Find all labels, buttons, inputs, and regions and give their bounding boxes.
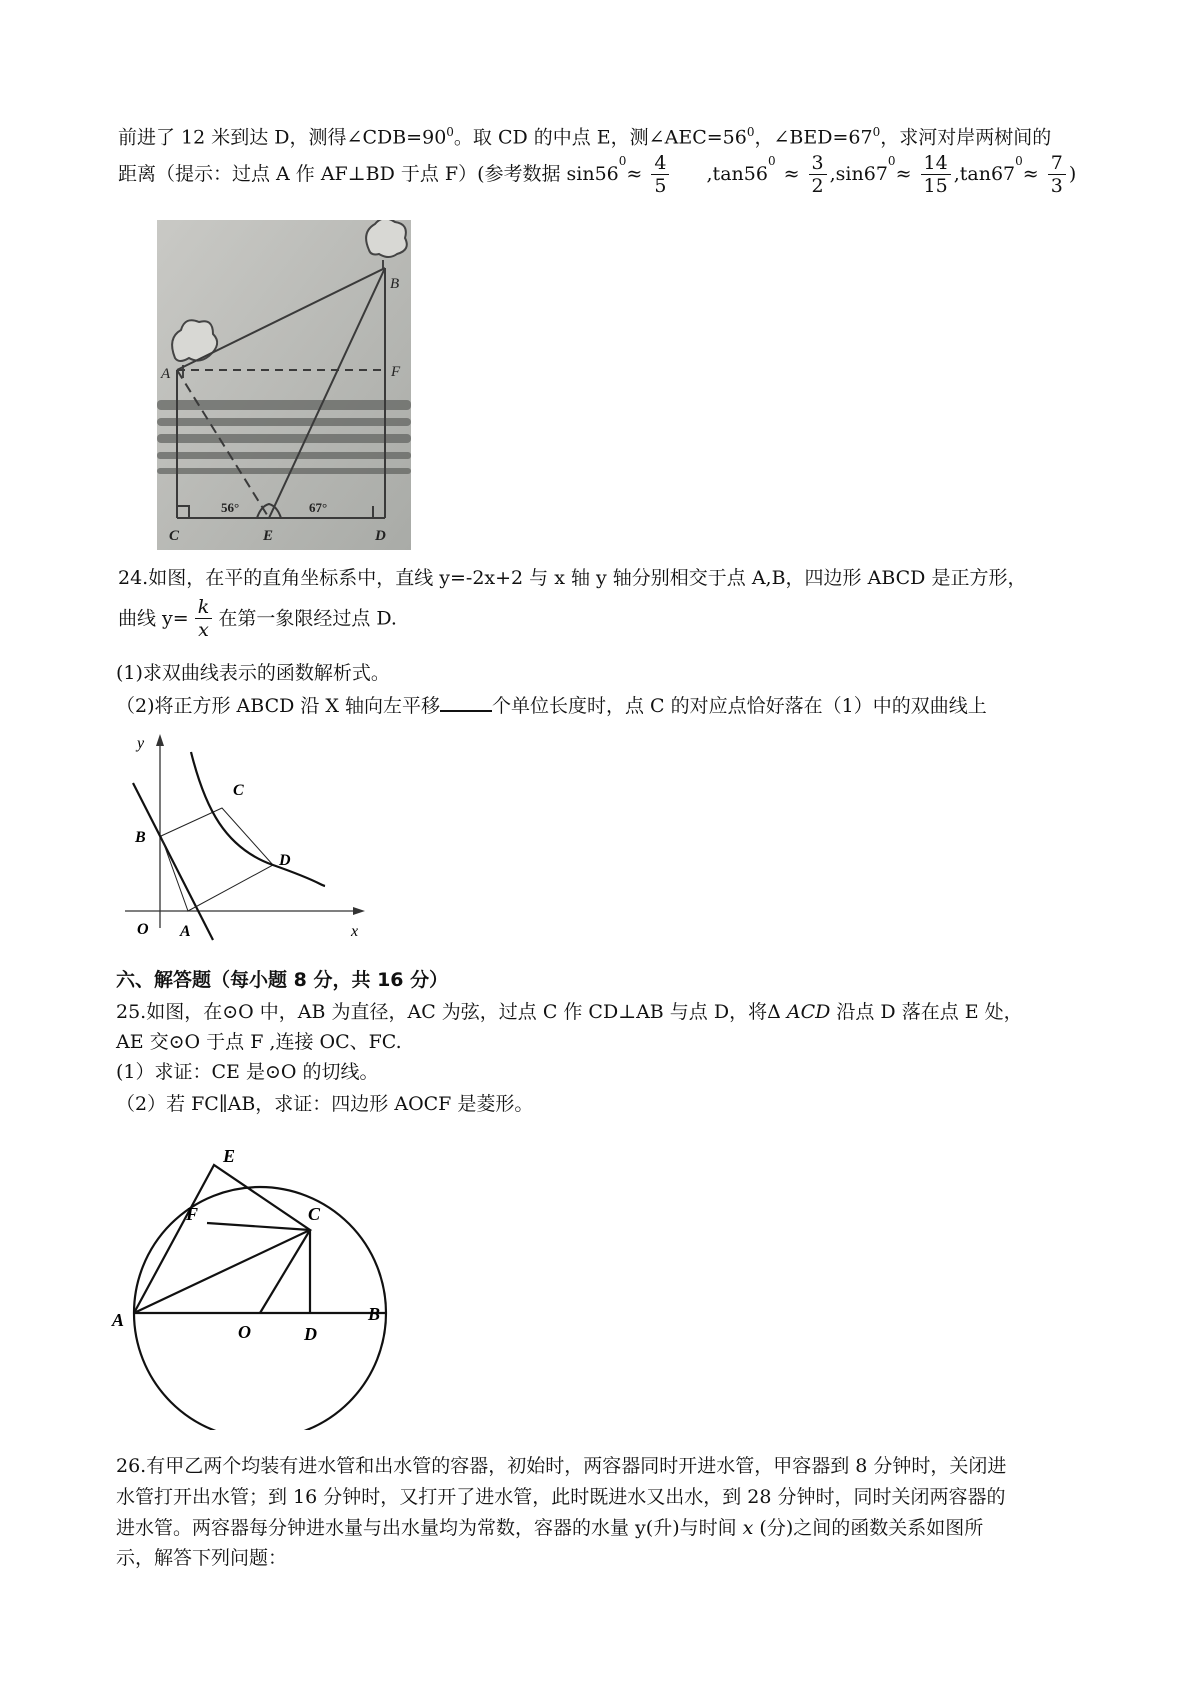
q25-line1-a: 25.如图，在⊙O 中，AB 为直径，AC 为弦，过点 C 作 CD⊥AB 与点 D，将Δ: [116, 1001, 781, 1023]
numerator: 3: [809, 152, 827, 175]
approx: ≈: [895, 163, 912, 185]
q23-line1-b: 。取 CD 的中点 E，测∠AEC=56: [453, 126, 747, 149]
photo-background: [157, 220, 411, 550]
q25-circle-diagram: [110, 1140, 410, 1430]
answer-blank[interactable]: [440, 692, 492, 712]
graph-label-O: O: [137, 921, 149, 938]
diag-label-F: F: [186, 1204, 199, 1224]
q24-graph: [115, 728, 375, 948]
numerator: 7: [1048, 152, 1066, 175]
numerator: k: [195, 596, 213, 619]
q23-line1: [118, 120, 1051, 149]
photo-label-E: E: [263, 528, 274, 544]
q23-line2: [118, 150, 1076, 197]
q26-line3-b: (分)之间的函数关系如图所: [759, 1517, 984, 1539]
diag-label-O: O: [238, 1322, 251, 1342]
q26-line3-a: 进水管。两容器每分钟进水量与出水量均为常数，容器的水量 y(升)与时间: [116, 1517, 737, 1539]
q24-line2: [118, 596, 397, 641]
photo-angle-67: 67°: [309, 500, 328, 515]
denominator: 2: [811, 174, 824, 197]
q24-part1: (1)求双曲线表示的函数解析式。: [116, 662, 390, 684]
q26-line4: 示，解答下列问题：: [116, 1547, 288, 1569]
sup: 0: [746, 125, 755, 139]
approx: ≈: [1022, 163, 1039, 185]
denominator: 15: [923, 174, 948, 197]
q24-part2-b: 个单位长度时，点 C 的对应点恰好落在（1）中的双曲线上: [492, 695, 987, 717]
fraction-14-15: [921, 152, 951, 197]
numerator: 14: [921, 152, 951, 175]
graph-label-A: A: [180, 923, 191, 940]
q25-part2: （2）若 FC∥AB，求证：四边形 AOCF 是菱形。: [116, 1093, 534, 1115]
sup: 0: [767, 154, 776, 168]
sin67-label: ,sin67: [829, 163, 888, 185]
photo-label-C: C: [169, 528, 180, 544]
q25-part1: (1）求证：CE 是⊙O 的切线。: [116, 1061, 379, 1083]
tan56-label: ,tan56: [706, 163, 768, 185]
q26-line1: 26.有甲乙两个均装有进水管和出水管的容器，初始时，两容器同时开进水管，甲容器到 8 分钟时，关闭进: [116, 1455, 1007, 1477]
diag-label-D: D: [304, 1324, 317, 1344]
graph-label-D: D: [279, 852, 291, 869]
q25-line1-b: 沿点 D 落在点 E 处，: [836, 1001, 1023, 1023]
q23-river-photo: [157, 220, 411, 550]
q24-line2-b: 在第一象限经过点 D.: [218, 607, 397, 630]
sup: 0: [446, 125, 454, 139]
fraction-k-x: [195, 596, 213, 641]
sup: 0: [887, 154, 896, 168]
q26-line3: [116, 1516, 983, 1540]
photo-label-D: D: [375, 528, 386, 544]
numerator: 4: [651, 152, 669, 175]
photo-label-F: F: [391, 364, 401, 380]
denominator: 3: [1050, 174, 1063, 197]
photo-label-B: B: [390, 276, 400, 292]
fraction-7-3: [1048, 152, 1066, 197]
sup: 0: [872, 125, 881, 139]
approx: ≈: [783, 163, 800, 185]
diag-label-C: C: [308, 1204, 321, 1224]
tan67-label: ,tan67: [953, 163, 1016, 185]
q24-line1: 24.如图，在平的直角坐标系中，直线 y=-2x+2 与 x 轴 y 轴分别相交于点 A,B，四边形 ABCD 是正方形，: [118, 567, 1027, 589]
q26-line2: 水管打开出水管；到 16 分钟时，又打开了进水管，此时既进水又出水，到 28 分钟时，同时关闭两容器的: [116, 1486, 1006, 1508]
q25-line2: AE 交⊙O 于点 F ,连接 OC、FC.: [116, 1031, 402, 1053]
fraction-4-5: [651, 152, 669, 197]
photo-angle-56: 56°: [221, 500, 240, 515]
diag-label-E: E: [223, 1146, 236, 1166]
section6-heading: 六、解答题（每小题 8 分，共 16 分）: [116, 969, 449, 991]
close-paren: ): [1068, 163, 1077, 185]
graph-label-x: x: [351, 923, 359, 940]
q23-line1-a: 前进了 12 米到达 D，测得∠CDB=90: [118, 126, 447, 149]
sup: 0: [1015, 154, 1023, 168]
graph-label-B: B: [135, 829, 146, 846]
q23-line1-d: ，求河对岸两树间的: [880, 126, 1052, 149]
q24-part2: [116, 692, 987, 718]
approx: ≈: [626, 163, 643, 185]
q26-var-x: x: [742, 1517, 754, 1539]
denominator: x: [198, 619, 209, 641]
fraction-3-2: [809, 152, 827, 197]
photo-label-A: A: [161, 366, 171, 382]
q23-line2-a: 距离（提示：过点 A 作 AF⊥BD 于点 F）(参考数据 sin56: [118, 163, 619, 185]
graph-label-C: C: [233, 782, 244, 799]
q25-acd: ACD: [786, 1001, 831, 1023]
q23-line1-c: ，∠BED=67: [754, 126, 873, 149]
diag-label-B: B: [368, 1304, 381, 1324]
graph-label-y: y: [137, 735, 145, 752]
denominator: 5: [654, 174, 667, 197]
diag-label-A: A: [112, 1310, 125, 1330]
q24-line2-a: 曲线 y=: [118, 607, 189, 630]
sup: 0: [618, 154, 627, 168]
q25-line1: [116, 1000, 1023, 1024]
q24-part2-a: （2)将正方形 ABCD 沿 X 轴向左平移: [116, 695, 440, 717]
